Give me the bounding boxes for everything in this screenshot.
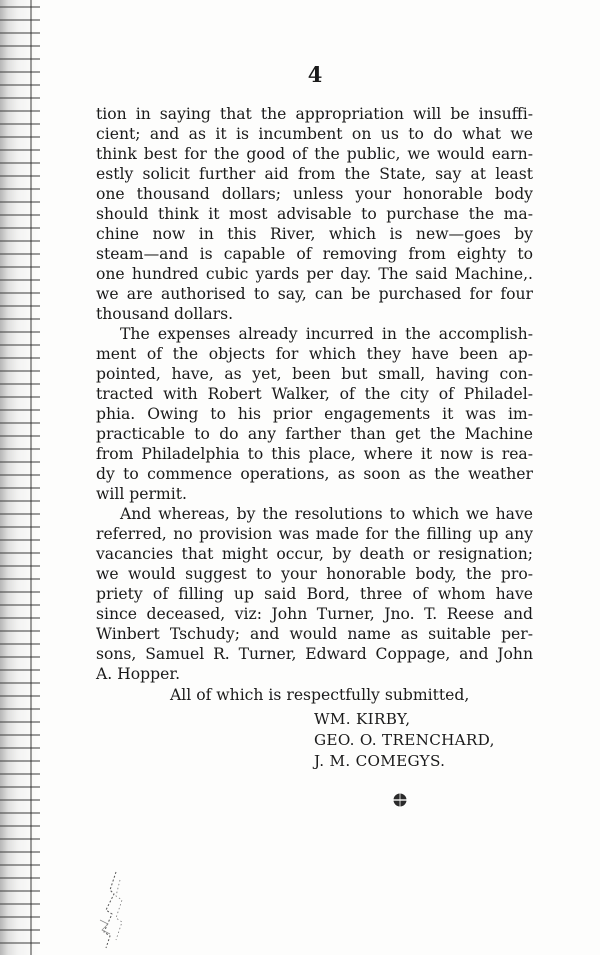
text-line: And whereas, by the resolutions to which we have bbox=[120, 505, 533, 523]
page-binding-edge bbox=[30, 0, 32, 955]
signature: J. M. COMEGYS. bbox=[314, 752, 446, 770]
signature-block bbox=[314, 709, 495, 772]
ornament-icon bbox=[392, 792, 408, 808]
text-line: we are authorised to say, can be purchased for four bbox=[96, 285, 533, 303]
text-line: tion in saying that the appropriation will be insuffi- bbox=[96, 105, 533, 123]
text-line: since deceased, viz: John Turner, Jno. T. Reese and bbox=[96, 605, 533, 623]
text-line: priety of filling up said Bord, three of whom have bbox=[96, 585, 533, 603]
text-line: sons, Samuel R. Turner, Edward Coppage, and John bbox=[96, 645, 533, 663]
text-line: should think it most advisable to purchase the ma- bbox=[96, 205, 533, 223]
paragraph bbox=[96, 104, 533, 324]
text-line: chine now in this River, which is new—goes by bbox=[96, 225, 533, 243]
text-line: we would suggest to your honorable body, the pro- bbox=[96, 565, 533, 583]
text-line: one thousand dollars; unless your honorable body bbox=[96, 185, 533, 203]
text-line: one hundred cubic yards per day. The said Machine,. bbox=[96, 265, 533, 283]
text-line: Winbert Tschudy; and would name as suitable per- bbox=[96, 625, 533, 643]
text-line: referred, no provision was made for the filling up any bbox=[96, 525, 533, 543]
text-line: vacancies that might occur, by death or resignation; bbox=[96, 545, 533, 563]
signature: GEO. O. TRENCHARD, bbox=[314, 731, 495, 749]
text-line: A. Hopper. bbox=[96, 665, 181, 683]
text-line: phia. Owing to his prior engagements it was im- bbox=[96, 405, 533, 423]
text-line: tracted with Robert Walker, of the city of Philadel- bbox=[96, 385, 533, 403]
page-binding-shadow bbox=[0, 0, 40, 955]
closing-statement: All of which is respectfully submitted, bbox=[170, 686, 470, 704]
page-stain-mark bbox=[86, 870, 146, 950]
text-line: cient; and as it is incumbent on us to do what we bbox=[96, 125, 533, 143]
text-line: from Philadelphia to this place, where it now is rea- bbox=[96, 445, 533, 463]
text-line: dy to commence operations, as soon as the weather bbox=[96, 465, 533, 483]
text-line: steam—and is capable of removing from eighty to bbox=[96, 245, 533, 263]
text-line: practicable to do any farther than get the Machine bbox=[96, 425, 533, 443]
text-line: pointed, have, as yet, been but small, having con- bbox=[96, 365, 533, 383]
paragraph bbox=[96, 504, 533, 684]
signature: WM. KIRBY, bbox=[314, 710, 411, 728]
text-line: The expenses already incurred in the accomplish- bbox=[120, 325, 533, 343]
paragraph bbox=[96, 324, 533, 504]
text-line: thousand dollars. bbox=[96, 305, 234, 323]
page-number: 4 bbox=[307, 62, 323, 87]
text-line: think best for the good of the public, we would earn- bbox=[96, 145, 533, 163]
body-text bbox=[96, 104, 533, 684]
text-line: will permit. bbox=[96, 485, 187, 503]
text-line: estly solicit further aid from the State, say at least bbox=[96, 165, 533, 183]
text-line: ment of the objects for which they have been ap- bbox=[96, 345, 533, 363]
